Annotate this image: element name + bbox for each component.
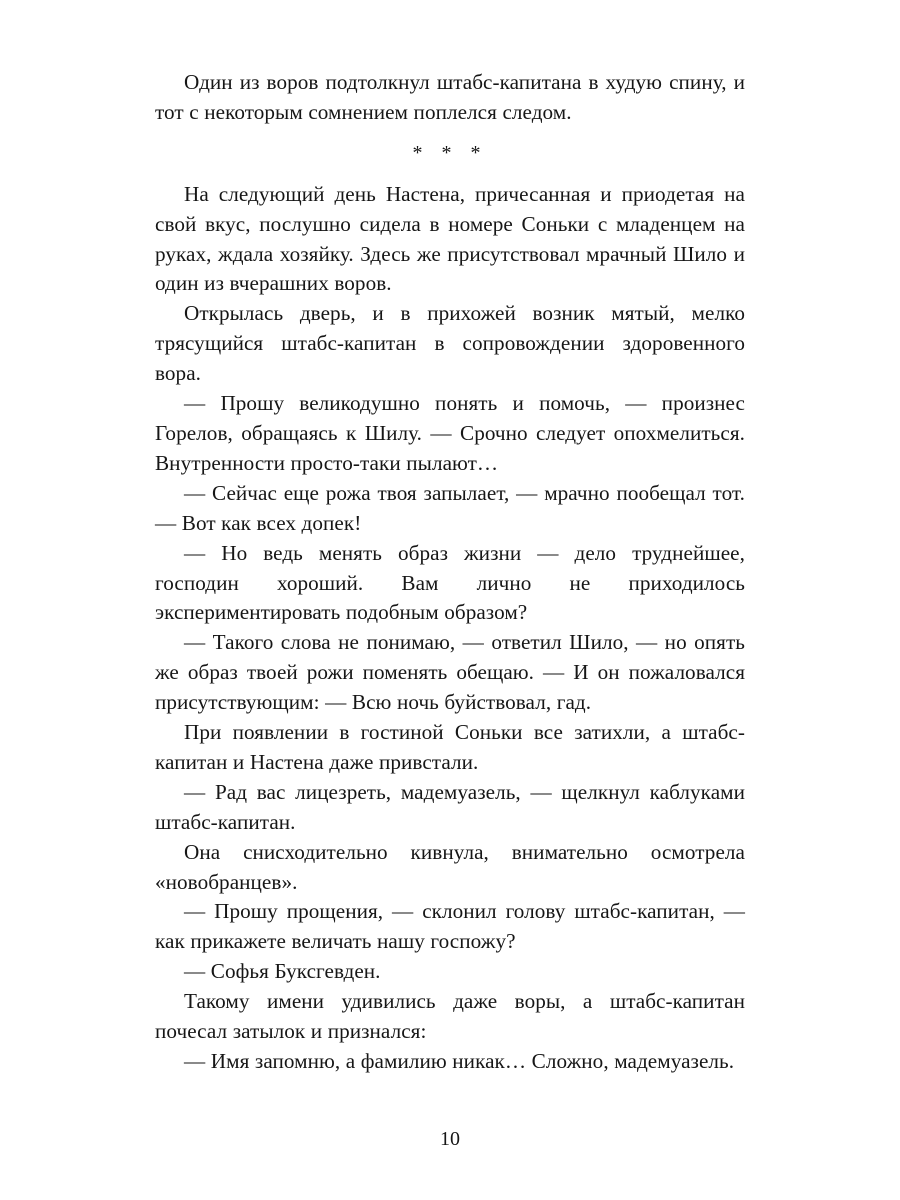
paragraph: — Сейчас еще рожа твоя запылает, — мрачно пообещал тот. — Вот как всех допек! [155, 480, 745, 535]
paragraph: — Но ведь менять образ жизни — дело труднейшее, господин хороший. Вам лично не приходилось экспериментировать подобным образом? [155, 540, 745, 625]
paragraph: — Софья Буксгевден. [184, 959, 381, 984]
page-number: 10 [440, 1128, 460, 1150]
paragraph: — Такого слова не понимаю, — ответил Шило, — но опять же образ твоей рожи поменять обещаю. — И он пожаловался присутствующим: — Всю ночь буйствовал, гад. [155, 630, 745, 715]
paragraph: На следующий день Настена, причесанная и приодетая на свой вкус, послушно сидела в номере Соньки с младенцем на руках, ждала хозяйку. Здесь же присутствовал мрачный Шило и один из вчерашних воров. [155, 181, 745, 296]
paragraph: Один из воров подтолкнул штабс-капитана в худую спину, и тот с некоторым сомнением поплелся следом. [155, 70, 745, 124]
paragraph: — Имя запомню, а фамилию никак… Сложно, мадемуазель. [184, 1049, 735, 1073]
paragraph: — Прошу великодушно понять и помочь, — произнес Горелов, обращаясь к Шилу. — Срочно следует опохмелиться. Внутренности просто-таки пылают… [155, 391, 745, 475]
scene-break-separator: * * * [412, 141, 488, 164]
page-text-block [155, 68, 745, 1077]
paragraph: При появлении в гостиной Соньки все затихли, а штабс-капитан и Настена даже привстали. [155, 720, 745, 774]
paragraph: — Рад вас лицезреть, мадемуазель, — щелкнул каблуками штабс-капитан. [155, 779, 745, 834]
paragraph: Открылась дверь, и в прихожей возник мятый, мелко трясущийся штабс-капитан в сопровождении здоровенного вора. [155, 301, 745, 386]
paragraph: — Прошу прощения, — склонил голову штабс-капитан, — как прикажете величать нашу госпожу? [155, 899, 745, 954]
paragraph: Такому имени удивились даже воры, а штабс-капитан почесал затылок и признался: [155, 989, 745, 1044]
paragraph: Она снисходительно кивнула, внимательно осмотрела «новобранцев». [155, 839, 745, 894]
